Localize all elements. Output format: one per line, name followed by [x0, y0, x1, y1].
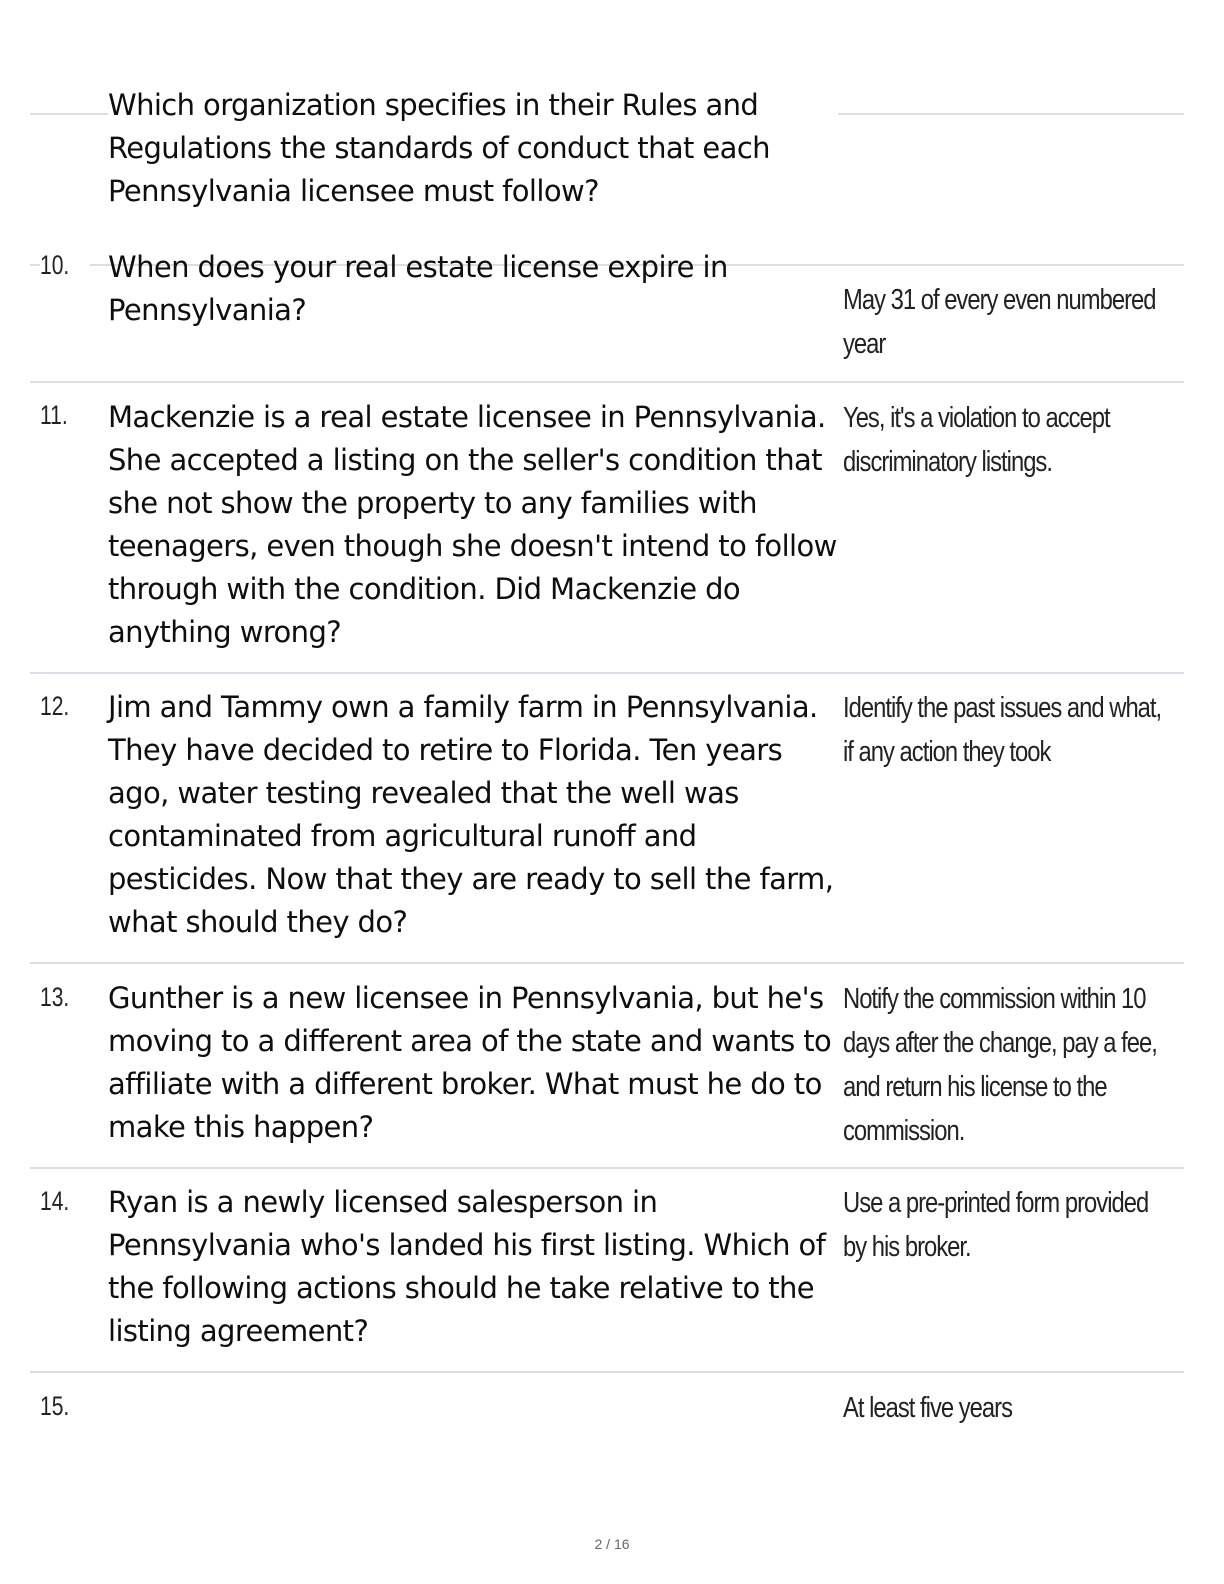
item-number: 13. [40, 982, 90, 1013]
item-number: 12. [40, 691, 90, 722]
question-text: Ryan is a newly licensed salesperson in Pennsylvania who's landed his first listing. Which of the following actions should he take relative to the listing agreement? [108, 1185, 826, 1348]
question-text: Jim and Tammy own a family farm in Pennsylvania. They have decided to retire to Florida. Ten years ago, water testing revealed that the well was contaminated from agricultural runoff and pesticides. Now that they are ready to sell the farm, what should they do? [108, 690, 834, 939]
question-text: Mackenzie is a real estate licensee in Pennsylvania. She accepted a listing on the seller's condition that she not show the property to any families with teenagers, even though she doesn't intend to follow through with the condition. Did Mackenzie do anything wrong? [108, 400, 837, 649]
question-text: Gunther is a new licensee in Pennsylvania, but he's moving to a different area of the state and wants to affiliate with a different broker. What must he do to make this happen? [108, 981, 832, 1144]
item-number: 15. [40, 1391, 90, 1422]
question-text: When does your real estate license expire in Pennsylvania? [108, 250, 728, 327]
answer-text: May 31 of every even numbered year [843, 284, 1156, 360]
row-divider [30, 962, 1184, 964]
answer-text: At least five years [843, 1392, 1012, 1424]
row-divider [30, 1371, 1184, 1373]
answer-text: Identify the past issues and what, if any action they took [843, 692, 1162, 768]
item-number: 14. [40, 1186, 90, 1217]
row-divider [30, 381, 1184, 383]
page-indicator: 2 / 16 [594, 1536, 630, 1552]
answer-text: Yes, it's a violation to accept discriminatory listings. [843, 402, 1110, 478]
question-text: Which organization specifies in their Rules and Regulations the standards of conduct that each Pennsylvania licensee must follow? [108, 84, 838, 213]
item-number: 11. [40, 400, 90, 431]
answer-text: Notify the commission within 10 days after the change, pay a fee, and return his license to the commission. [843, 983, 1157, 1147]
row-divider [30, 672, 1184, 674]
row-divider [30, 1167, 1184, 1169]
item-number: 10. [40, 250, 90, 281]
answer-text: Use a pre-printed form provided by his broker. [843, 1187, 1149, 1263]
